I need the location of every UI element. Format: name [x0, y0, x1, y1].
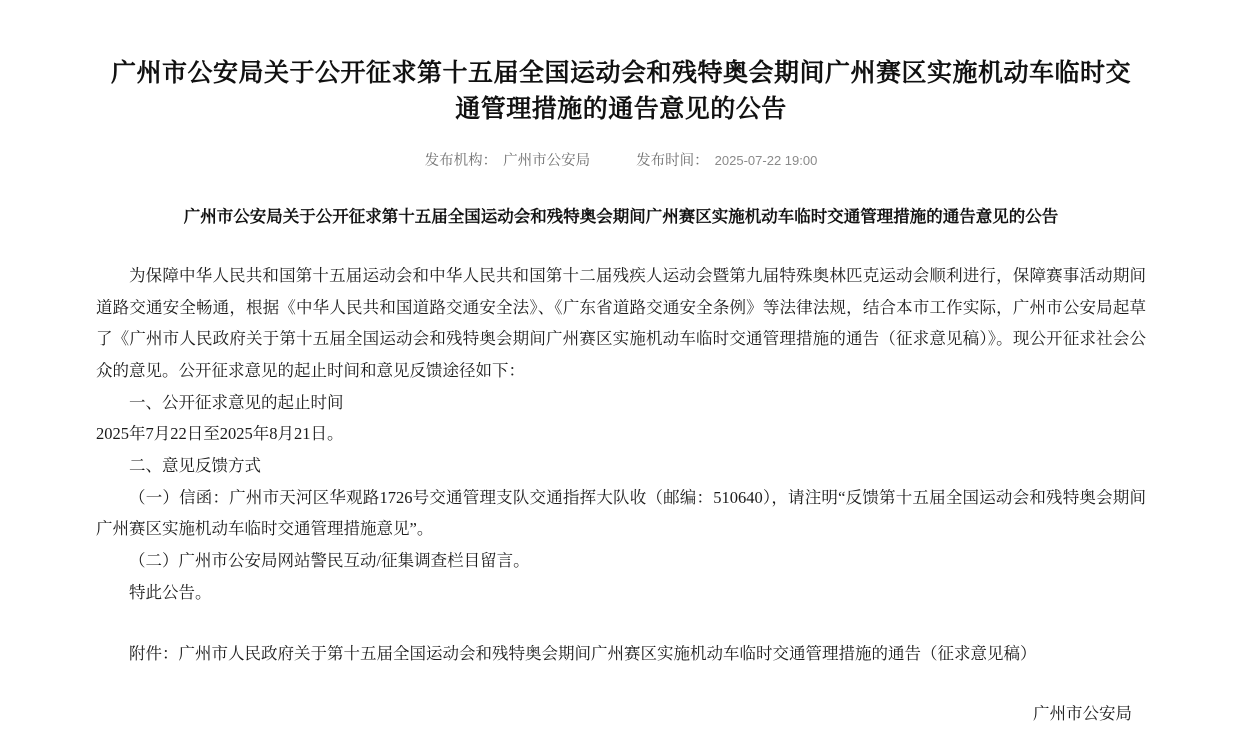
- paragraph-section-2-heading: 二、意见反馈方式: [96, 450, 1146, 482]
- document-body: [96, 204, 1146, 729]
- publish-time-value: 2025-07-22 19:00: [715, 153, 818, 168]
- publish-time-label: 发布时间：: [636, 153, 709, 169]
- attachment-line: 附件：广州市人民政府关于第十五届全国运动会和残特奥会期间广州赛区实施机动车临时交通管理措施的通告（征求意见稿）: [96, 638, 1146, 670]
- paragraph-closing: 特此公告。: [96, 577, 1146, 609]
- paragraph-feedback-website: （二）广州市公安局网站警民互动/征集调查栏目留言。: [96, 545, 1146, 577]
- paragraph-intro: 为保障中华人民共和国第十五届运动会和中华人民共和国第十二届残疾人运动会暨第九届特殊奥林匹克运动会顺利进行，保障赛事活动期间道路交通安全畅通，根据《中华人民共和国道路交通安全法》、《广东省道路交通安全条例》等法律法规，结合本市工作实际，广州市公安局起草了《广州市人民政府关于第十五届全国运动会和残特奥会期间广州赛区实施机动车临时交通管理措施的通告（征求意见稿）》。现公开征求社会公众的意见。公开征求意见的起止时间和意见反馈途径如下：: [96, 260, 1146, 387]
- document-meta: [96, 149, 1146, 170]
- publisher-label: 发布机构：: [425, 153, 498, 169]
- paragraph-feedback-mail: （一）信函：广州市天河区华观路1726号交通管理支队交通指挥大队收（邮编：510640），请注明“反馈第十五届全国运动会和残特奥会期间广州赛区实施机动车临时交通管理措施意见”。: [96, 482, 1146, 545]
- signature-block: 广州市公安局: [96, 698, 1146, 729]
- paragraph-section-1-dates: 2025年7月22日至2025年8月21日。: [96, 418, 1146, 450]
- document-subtitle: 广州市公安局关于公开征求第十五届全国运动会和残特奥会期间广州赛区实施机动车临时交通管理措施的通告意见的公告: [96, 204, 1146, 230]
- publisher-value: 广州市公安局: [503, 153, 590, 169]
- publish-time-meta: [636, 149, 817, 170]
- page-title: 广州市公安局关于公开征求第十五届全国运动会和残特奥会期间广州赛区实施机动车临时交通管理措施的通告意见的公告: [104, 56, 1138, 129]
- document-content: [96, 0, 1146, 729]
- paragraph-section-1-heading: 一、公开征求意见的起止时间: [96, 387, 1146, 419]
- publisher-meta: [425, 149, 591, 170]
